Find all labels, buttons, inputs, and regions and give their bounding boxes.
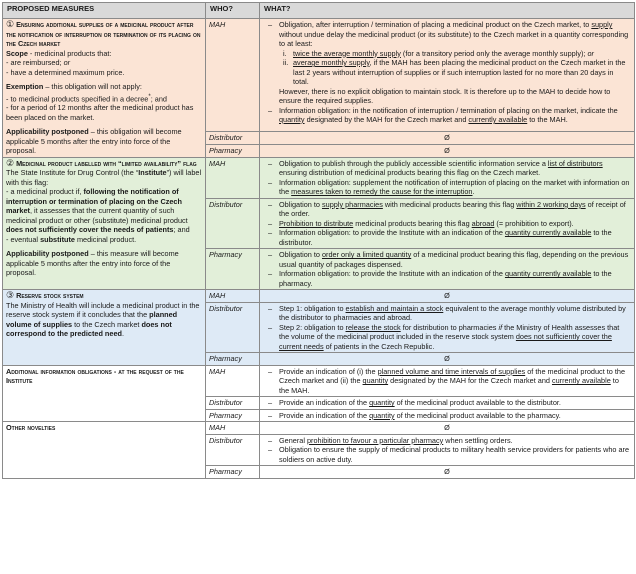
section-1-who-pharmacy: Pharmacy	[206, 144, 260, 157]
section-3-who-mah: MAH	[206, 290, 260, 303]
section-3-title: ③ Reserve stock system	[6, 290, 84, 301]
section-5-who-pharmacy: Pharmacy	[206, 466, 260, 479]
section-1-what-pharmacy: Ø	[260, 144, 635, 157]
section-1-who-mah: MAH	[206, 19, 260, 132]
header-what: WHAT?	[260, 3, 635, 19]
section-3-what-pharmacy: Ø	[260, 353, 635, 366]
measures-table	[2, 2, 635, 479]
section-4-who-pharmacy: Pharmacy	[206, 409, 260, 422]
header-measures: PROPOSED MEASURES	[3, 3, 206, 19]
section-1-scope: Scope - medicinal products that:	[6, 48, 112, 58]
section-5-what-distributor: – General prohibition to favour a particular pharmacy when settling orders. – Obligation to ensure the supply of medicinal products to military health service providers for patients who are soldiers on active duty.	[260, 434, 635, 466]
section-3-what-distributor: – Step 1: obligation to establish and maintain a stock equivalent to the average monthly volume distributed by the distributor to pharmacies and abroad. – Step 2: obligation to release the stock for distribution to pharmacies if the Ministry of Health assesses that the volume of the medicinal product included in the reserve stock system does not sufficiently cover the current needs of patients in the Czech Republic.	[260, 302, 635, 353]
section-3-body: The Ministry of Health will include a medicinal product in the reserve stock system if it concludes that the planned volume of supplies to the Czech market does not correspond to the predicted need.	[6, 300, 200, 339]
section-4-mah-row	[3, 365, 635, 397]
section-1-scope-item: - are reimbursed; or	[6, 58, 71, 67]
section-2-who-distributor: Distributor	[206, 198, 260, 249]
section-1-title: ① Ensuring additional supplies of a medicinal product after the notification of interruption or termination of its placing on the Czech market	[6, 19, 201, 48]
section-3-who-distributor: Distributor	[206, 302, 260, 353]
section-4-measure-cell	[3, 365, 206, 422]
section-1-exemption-item: - to medicinal products specified in a decree*; and	[6, 92, 167, 103]
section-1-scope-item: - have a determined maximum price.	[6, 67, 125, 77]
section-4-title: Additional information obligations - at the request of the Institute	[6, 366, 184, 386]
section-2-number: ②	[6, 157, 15, 168]
header-row	[3, 3, 635, 19]
section-1-mah-row	[3, 19, 635, 132]
section-2-postponed: Applicability postponed – this measure will become applicable 5 months after the entry into force of the proposal.	[6, 249, 179, 278]
section-2-what-mah: – Obligation to publish through the publicly accessible scientific information service a list of distributors ensuring distribution of medicinal products bearing this flag on the Czech market. – Information obligation: supplement the notification of interruption of placing on the market with information on the measures taken to remedy the cause for the interruption.	[260, 157, 635, 198]
section-2-item: - eventual substitute medicinal product.	[6, 234, 137, 244]
section-2-item: - a medicinal product if, following the notification of interruption or termination of placing on the Czech market, it assesses that the current quantity of such medicinal product or other (substitute) medicinal product does not sufficiently cover the needs of patients; and	[6, 187, 190, 235]
section-1-who-distributor: Distributor	[206, 131, 260, 144]
measures-document	[2, 2, 634, 572]
section-1-number: ①	[6, 19, 15, 29]
section-3-measure-cell	[3, 290, 206, 366]
section-2-title: ② Medicinal product labelled with “limited availability” flag	[6, 157, 197, 168]
section-5-what-mah: Ø	[260, 422, 635, 435]
section-3-who-pharmacy: Pharmacy	[206, 353, 260, 366]
section-1-what-mah: – Obligation, after interruption / termination of placing a medicinal product on the Czech market, to supply without undue delay the medicinal product (or its substitute) to the Czech market in a quantity corresponding to at least: i. twice the average monthly supply (for a transitory period only the average monthly supply); or ii. average monthly supply, if the MAH has been placing the medicinal product on the Czech market in the last 2 years without interruption of supplies or if such interruption lasted for no more than 20 days in total. However, there is no explicit obligation to maintain stock. It is therefore up to the MAH to decide how to ensure the required supplies. – Information obligation: in the notification of interruption / termination of placing on the market, indicate the quantity designated by the MAH for the Czech market and currently available to the MAH.	[260, 19, 635, 132]
section-1-measure-cell	[3, 19, 206, 158]
section-3-number: ③	[6, 290, 15, 301]
section-2-mah-row	[3, 157, 635, 198]
header-who: WHO?	[206, 3, 260, 19]
section-2-measure-cell	[3, 157, 206, 290]
section-2-who-pharmacy: Pharmacy	[206, 249, 260, 290]
section-3-mah-row	[3, 290, 635, 303]
section-5-who-mah: MAH	[206, 422, 260, 435]
section-5-who-distributor: Distributor	[206, 434, 260, 466]
section-4-what-pharmacy: – Provide an indication of the quantity of the medicinal product available to the pharmacy.	[260, 409, 635, 422]
section-2-what-distributor: – Obligation to supply pharmacies with medicinal products bearing this flag within 2 working days of receipt of the order. – Prohibition to distribute medicinal products bearing this flag abroad (= prohibition to export). – Information obligation: to provide the Institute with an indication of the quantity currently available to the distributor.	[260, 198, 635, 249]
section-4-what-distributor: – Provide an indication of the quantity of the medicinal product available to the distributor.	[260, 397, 635, 410]
section-5-what-pharmacy: Ø	[260, 466, 635, 479]
section-2-what-pharmacy: – Obligation to order only a limited quantity of a medicinal product bearing this flag, depending on the previous usual quantity of packages dispensed. – Information obligation: to provide the Institute with an indication of the quantity currently available to the pharmacy.	[260, 249, 635, 290]
section-1-exemption: Exemption – this obligation will not apply:	[6, 82, 142, 91]
section-5-title: Other novelties	[6, 423, 56, 433]
section-2-who-mah: MAH	[206, 157, 260, 198]
section-4-who-distributor: Distributor	[206, 397, 260, 410]
section-5-mah-row	[3, 422, 635, 435]
section-4-what-mah: – Provide an indication of (i) the planned volume and time intervals of supplies of the medicinal product to the Czech market and (ii) the quantity designated by the MAH for the Czech market and currently available to the MAH.	[260, 365, 635, 397]
section-5-measure-cell	[3, 422, 206, 479]
section-1-postponed: Applicability postponed – this obligation will become applicable 5 months after the entry into force of the proposal.	[6, 127, 182, 156]
section-2-body: The State Institute for Drug Control (the “Institute”) will label with this flag:	[6, 168, 202, 187]
section-3-what-mah: Ø	[260, 290, 635, 303]
section-1-what-distributor: Ø	[260, 131, 635, 144]
section-4-who-mah: MAH	[206, 365, 260, 397]
section-1-exemption-item: - for a period of 12 months after the medicinal product has been placed on the market.	[6, 103, 194, 122]
